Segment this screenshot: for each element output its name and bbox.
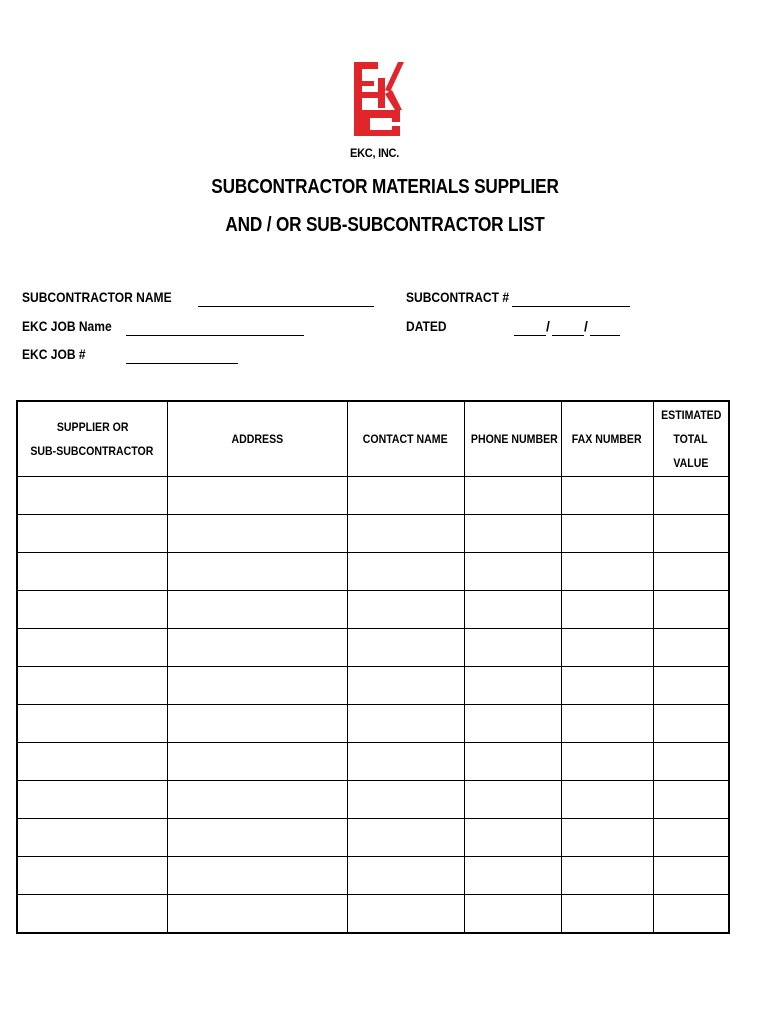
contact-name-cell[interactable] — [347, 477, 464, 515]
contact-name-cell[interactable] — [347, 781, 464, 819]
table-row — [17, 553, 729, 591]
supplier-cell[interactable] — [17, 895, 167, 934]
date-separator: / — [584, 318, 588, 334]
supplier-cell[interactable] — [17, 667, 167, 705]
table-row — [17, 629, 729, 667]
table-row — [17, 667, 729, 705]
address-cell[interactable] — [167, 781, 347, 819]
contact-name-cell[interactable] — [347, 629, 464, 667]
column-header-label: SUB-SUBCONTRACTOR — [30, 444, 154, 458]
address-cell[interactable] — [167, 857, 347, 895]
fax-number-cell[interactable] — [561, 667, 653, 705]
phone-number-cell[interactable] — [464, 705, 561, 743]
contact-name-cell[interactable] — [347, 819, 464, 857]
ekc-job-name-field[interactable] — [126, 335, 304, 336]
ekc-logo-mark-icon — [350, 58, 410, 148]
address-cell[interactable] — [167, 591, 347, 629]
table-row — [17, 895, 729, 934]
column-header-label: FAX NUMBER — [572, 432, 642, 446]
contact-name-cell[interactable] — [347, 667, 464, 705]
address-cell[interactable] — [167, 629, 347, 667]
address-cell[interactable] — [167, 667, 347, 705]
contact-name-cell[interactable] — [347, 895, 464, 934]
supplier-cell[interactable] — [17, 743, 167, 781]
fax-number-cell[interactable] — [561, 781, 653, 819]
supplier-cell[interactable] — [17, 477, 167, 515]
phone-number-cell[interactable] — [464, 629, 561, 667]
phone-number-cell[interactable] — [464, 857, 561, 895]
column-header-label: VALUE — [673, 456, 709, 470]
company-name-caption: EKC, INC. — [350, 146, 400, 160]
supplier-cell[interactable] — [17, 781, 167, 819]
column-header-label: ADDRESS — [231, 432, 283, 446]
contact-name-cell[interactable] — [347, 553, 464, 591]
estimated-value-cell[interactable] — [653, 743, 729, 781]
date-day-field[interactable] — [552, 335, 584, 336]
supplier-cell[interactable] — [17, 515, 167, 553]
estimated-value-cell[interactable] — [653, 895, 729, 934]
table-header-row — [17, 401, 729, 477]
estimated-value-cell[interactable] — [653, 591, 729, 629]
table-row — [17, 857, 729, 895]
phone-number-cell[interactable] — [464, 819, 561, 857]
column-header-label: TOTAL — [673, 432, 708, 446]
contact-name-cell[interactable] — [347, 591, 464, 629]
fax-number-cell[interactable] — [561, 591, 653, 629]
table-row — [17, 819, 729, 857]
dated-label: DATED — [406, 318, 447, 334]
estimated-value-cell[interactable] — [653, 515, 729, 553]
column-header-contact-name — [347, 401, 464, 477]
table-row — [17, 781, 729, 819]
subcontract-number-field[interactable] — [512, 306, 630, 307]
date-year-field[interactable] — [590, 335, 620, 336]
column-header-label: SUPPLIER OR — [56, 420, 129, 434]
fax-number-cell[interactable] — [561, 553, 653, 591]
supplier-cell[interactable] — [17, 629, 167, 667]
supplier-cell[interactable] — [17, 591, 167, 629]
estimated-value-cell[interactable] — [653, 553, 729, 591]
phone-number-cell[interactable] — [464, 743, 561, 781]
column-header-label: ESTIMATED — [660, 408, 721, 422]
estimated-value-cell[interactable] — [653, 819, 729, 857]
estimated-value-cell[interactable] — [653, 477, 729, 515]
ekc-job-number-label: EKC JOB # — [22, 346, 86, 362]
supplier-cell[interactable] — [17, 857, 167, 895]
estimated-value-cell[interactable] — [653, 781, 729, 819]
phone-number-cell[interactable] — [464, 781, 561, 819]
column-header-estimated-total-value — [653, 401, 729, 477]
phone-number-cell[interactable] — [464, 895, 561, 934]
subcontractor-name-label: SUBCONTRACTOR NAME — [22, 289, 172, 305]
column-header-label: PHONE NUMBER — [470, 432, 558, 446]
fax-number-cell[interactable] — [561, 705, 653, 743]
fax-number-cell[interactable] — [561, 515, 653, 553]
column-header-address — [167, 401, 347, 477]
form-title-line-2: AND / OR SUB-SUBCONTRACTOR LIST — [225, 214, 545, 236]
subcontractor-name-field[interactable] — [198, 306, 374, 307]
form-title-line-1: SUBCONTRACTOR MATERIALS SUPPLIER — [211, 176, 559, 198]
table-row — [17, 743, 729, 781]
fax-number-cell[interactable] — [561, 743, 653, 781]
address-cell[interactable] — [167, 819, 347, 857]
supplier-cell[interactable] — [17, 705, 167, 743]
phone-number-cell[interactable] — [464, 591, 561, 629]
date-separator: / — [546, 318, 550, 334]
address-cell[interactable] — [167, 705, 347, 743]
fax-number-cell[interactable] — [561, 857, 653, 895]
estimated-value-cell[interactable] — [653, 629, 729, 667]
estimated-value-cell[interactable] — [653, 857, 729, 895]
fax-number-cell[interactable] — [561, 819, 653, 857]
address-cell[interactable] — [167, 553, 347, 591]
subcontract-number-label: SUBCONTRACT # — [406, 289, 510, 305]
contact-name-cell[interactable] — [347, 857, 464, 895]
date-month-field[interactable] — [514, 335, 546, 336]
phone-number-cell[interactable] — [464, 553, 561, 591]
table-row — [17, 591, 729, 629]
address-cell[interactable] — [167, 743, 347, 781]
table-row — [17, 515, 729, 553]
supplier-list-table — [16, 400, 730, 934]
column-header-phone-number — [464, 401, 561, 477]
estimated-value-cell[interactable] — [653, 667, 729, 705]
estimated-value-cell[interactable] — [653, 705, 729, 743]
address-cell[interactable] — [167, 477, 347, 515]
phone-number-cell[interactable] — [464, 477, 561, 515]
table-row — [17, 477, 729, 515]
address-cell[interactable] — [167, 895, 347, 934]
address-cell[interactable] — [167, 515, 347, 553]
table-row — [17, 705, 729, 743]
column-header-label: CONTACT NAME — [363, 432, 448, 446]
column-header-supplier — [17, 401, 167, 477]
supplier-cell[interactable] — [17, 553, 167, 591]
contact-name-cell[interactable] — [347, 743, 464, 781]
phone-number-cell[interactable] — [464, 667, 561, 705]
contact-name-cell[interactable] — [347, 515, 464, 553]
fax-number-cell[interactable] — [561, 895, 653, 934]
dated-field[interactable] — [514, 318, 620, 336]
fax-number-cell[interactable] — [561, 477, 653, 515]
ekc-job-name-label: EKC JOB Name — [22, 318, 112, 334]
column-header-fax-number — [561, 401, 653, 477]
phone-number-cell[interactable] — [464, 515, 561, 553]
supplier-cell[interactable] — [17, 819, 167, 857]
ekc-job-number-field[interactable] — [126, 363, 238, 364]
fax-number-cell[interactable] — [561, 629, 653, 667]
contact-name-cell[interactable] — [347, 705, 464, 743]
